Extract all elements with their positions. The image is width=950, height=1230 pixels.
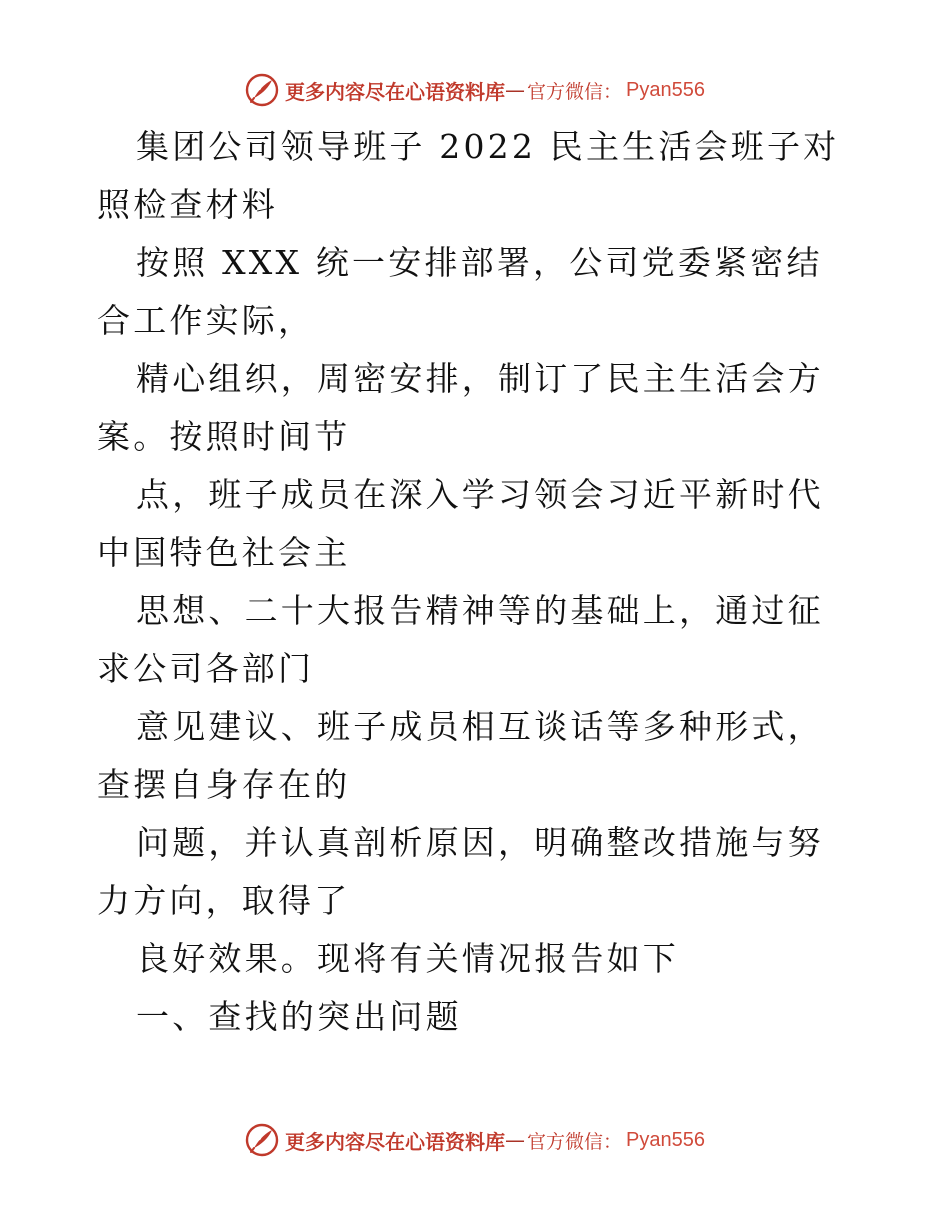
banner-wechat-id: Pyan556	[626, 78, 705, 101]
banner-site-name: 更多内容尽在心语资料库	[285, 79, 505, 104]
document-title: 集团公司领导班子 2022 民主生活会班子对照检查材料	[97, 127, 840, 224]
paragraph: 问题，并认真剖析原因，明确整改措施与努力方向，取得了	[97, 823, 824, 920]
footer-banner	[0, 1120, 950, 1160]
document-body	[97, 118, 857, 1046]
paragraph: 精心组织，周密安排，制订了民主生活会方案。按照时间节	[97, 359, 824, 456]
paragraph: 按照 XXX 统一安排部署，公司党委紧密结合工作实际，	[97, 243, 823, 340]
banner-site-name: 更多内容尽在心语资料库	[285, 1129, 505, 1154]
paragraph: 点，班子成员在深入学习领会习近平新时代中国特色社会主	[97, 475, 824, 572]
header-banner	[0, 70, 950, 110]
quill-pen-logo-icon	[245, 73, 279, 107]
paragraph: 良好效果。现将有关情况报告如下	[136, 939, 679, 978]
quill-pen-logo-icon	[245, 1123, 279, 1157]
banner-wechat-id: Pyan556	[626, 1128, 705, 1151]
banner-separator: —	[505, 1128, 525, 1152]
banner-wechat-label: 官方微信：	[527, 80, 623, 103]
paragraph: 意见建议、班子成员相互谈话等多种形式，查摆自身存在的	[97, 707, 824, 804]
banner-separator: —	[505, 78, 525, 102]
section-heading: 一、查找的突出问题	[136, 997, 462, 1036]
paragraph: 思想、二十大报告精神等的基础上，通过征求公司各部门	[97, 591, 824, 688]
banner-wechat-label: 官方微信：	[527, 1130, 623, 1153]
